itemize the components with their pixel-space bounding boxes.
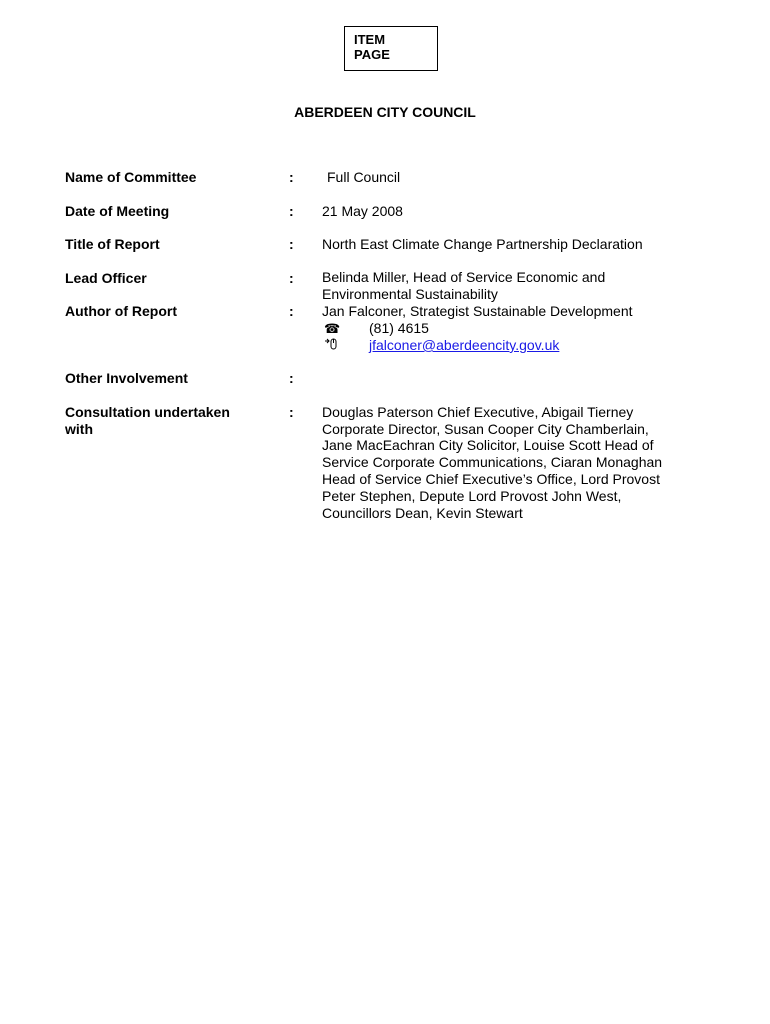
- consultation-label-line2: with: [65, 421, 93, 437]
- colon: :: [289, 236, 294, 252]
- colon: :: [289, 303, 294, 319]
- lead-officer-label: Lead Officer: [65, 270, 147, 286]
- phone-icon: ☎: [324, 321, 341, 336]
- item-label: ITEM: [354, 32, 386, 47]
- consultation-line: Corporate Director, Susan Cooper City Chamberlain,: [322, 421, 649, 437]
- colon: :: [289, 370, 294, 386]
- author-email-link[interactable]: jfalconer@aberdeencity.gov.uk: [369, 337, 560, 353]
- report-title-label: Title of Report: [65, 236, 160, 252]
- page-label: PAGE: [354, 47, 390, 62]
- consultation-line: Head of Service Chief Executive’s Office, Lord Provost: [322, 471, 660, 487]
- consultation-label-line1: Consultation undertaken: [65, 404, 230, 420]
- author-label: Author of Report: [65, 303, 177, 319]
- report-title-value: North East Climate Change Partnership Declaration: [322, 236, 643, 252]
- colon: :: [289, 270, 294, 286]
- committee-value: Full Council: [327, 169, 401, 185]
- consultation-line: Jane MacEachran City Solicitor, Louise Scott Head of: [322, 437, 654, 453]
- date-label: Date of Meeting: [65, 203, 170, 219]
- mouse-icon-glyph: [324, 337, 338, 351]
- date-value: 21 May 2008: [322, 203, 403, 219]
- mouse-icon: [324, 337, 338, 355]
- item-page-box: [344, 26, 438, 71]
- document-title: ABERDEEN CITY COUNCIL: [294, 104, 476, 120]
- lead-officer-value-line2: Environmental Sustainability: [322, 286, 498, 302]
- consultation-line: Councillors Dean, Kevin Stewart: [322, 505, 523, 521]
- committee-label: Name of Committee: [65, 169, 197, 185]
- colon: :: [289, 404, 294, 420]
- lead-officer-value-line1: Belinda Miller, Head of Service Economic and: [322, 269, 606, 285]
- other-involvement-label: Other Involvement: [65, 370, 188, 386]
- colon: :: [289, 203, 294, 219]
- author-phone: (81) 4615: [369, 320, 429, 336]
- consultation-line: Douglas Paterson Chief Executive, Abigail Tierney: [322, 404, 634, 420]
- consultation-line: Service Corporate Communications, Ciaran Monaghan: [322, 454, 663, 470]
- colon: :: [289, 169, 294, 185]
- consultation-line: Peter Stephen, Depute Lord Provost John West,: [322, 488, 622, 504]
- author-value: Jan Falconer, Strategist Sustainable Development: [322, 303, 633, 319]
